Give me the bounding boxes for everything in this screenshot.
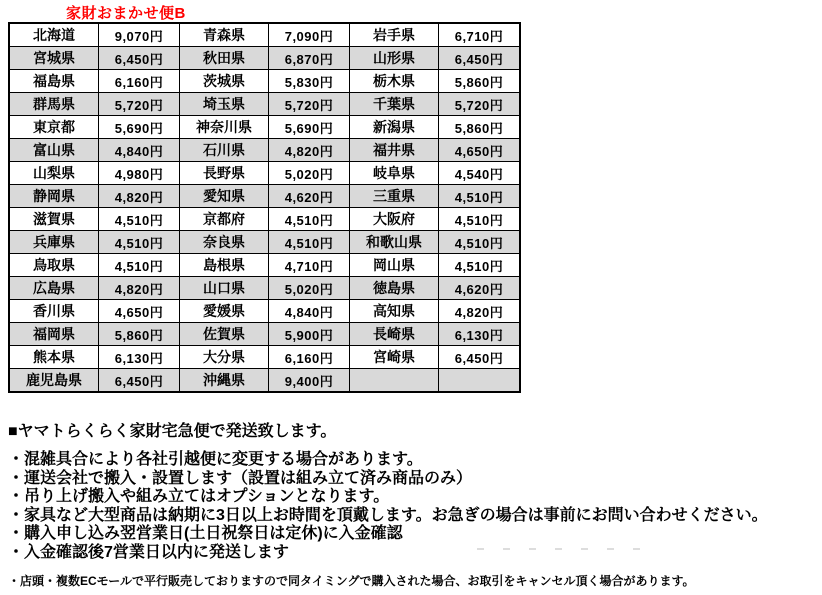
price-cell: 4,510円: [99, 208, 180, 231]
prefecture-cell: 神奈川県: [180, 116, 269, 139]
prefecture-cell: 香川県: [9, 300, 99, 323]
shipping-notes: [8, 418, 818, 589]
price-cell: 5,860円: [99, 323, 180, 346]
price-cell: 4,620円: [269, 185, 350, 208]
price-cell: 6,130円: [99, 346, 180, 369]
prefecture-cell: 大阪府: [350, 208, 439, 231]
shipping-note-item: ・購入申し込み翌営業日(土日祝祭日は定休)に入金確認: [8, 525, 403, 543]
price-cell: 4,820円: [269, 139, 350, 162]
prefecture-cell: 宮崎県: [350, 346, 439, 369]
price-cell: 4,510円: [439, 185, 521, 208]
price-cell: 4,510円: [99, 254, 180, 277]
prefecture-cell: 高知県: [350, 300, 439, 323]
price-cell: 4,620円: [439, 277, 521, 300]
price-cell: 6,160円: [99, 70, 180, 93]
table-row: [9, 93, 520, 116]
prefecture-cell: 埼玉県: [180, 93, 269, 116]
prefecture-cell: 福井県: [350, 139, 439, 162]
price-cell: 6,450円: [99, 47, 180, 70]
prefecture-cell: 長崎県: [350, 323, 439, 346]
prefecture-cell: 富山県: [9, 139, 99, 162]
prefecture-cell: 大分県: [180, 346, 269, 369]
prefecture-cell: 青森県: [180, 23, 269, 47]
price-cell: 4,540円: [439, 162, 521, 185]
table-row: [9, 139, 520, 162]
shipping-notes-list: [8, 451, 818, 563]
prefecture-cell: 千葉県: [350, 93, 439, 116]
prefecture-cell: 鹿児島県: [9, 369, 99, 393]
prefecture-cell: 和歌山県: [350, 231, 439, 254]
prefecture-cell: 栃木県: [350, 70, 439, 93]
price-cell: 9,400円: [269, 369, 350, 393]
prefecture-cell: 群馬県: [9, 93, 99, 116]
table-row: [9, 346, 520, 369]
shipping-note-item: ・運送会社で搬入・設置します（設置は組み立て済み商品のみ）: [8, 469, 473, 487]
price-cell: 4,820円: [99, 185, 180, 208]
prefecture-cell: 東京都: [9, 116, 99, 139]
prefecture-cell: 島根県: [180, 254, 269, 277]
prefecture-cell: 佐賀県: [180, 323, 269, 346]
prefecture-cell: 山口県: [180, 277, 269, 300]
table-row: [9, 208, 520, 231]
price-cell: 7,090円: [269, 23, 350, 47]
price-cell: 4,820円: [99, 277, 180, 300]
price-cell: 4,710円: [269, 254, 350, 277]
table-row: [9, 47, 520, 70]
prefecture-cell: 熊本県: [9, 346, 99, 369]
prefecture-cell: 宮城県: [9, 47, 99, 70]
price-cell: 6,870円: [269, 47, 350, 70]
table-row: [9, 323, 520, 346]
price-cell: 6,450円: [99, 369, 180, 393]
price-cell: 5,860円: [439, 70, 521, 93]
prefecture-cell: 静岡県: [9, 185, 99, 208]
prefecture-cell: 三重県: [350, 185, 439, 208]
shipping-note-item: ・家具など大型商品は納期に3日以上お時間を頂戴します。お急ぎの場合は事前にお問い合わせください。: [8, 506, 768, 524]
prefecture-cell: 奈良県: [180, 231, 269, 254]
shipping-note-item: ・混雑具合により各社引越便に変更する場合があります。: [8, 451, 423, 468]
prefecture-cell: [350, 369, 439, 393]
table-row: [9, 277, 520, 300]
price-cell: 4,510円: [439, 254, 521, 277]
shipping-note-item: ・吊り上げ搬入や組み立てはオプションとなります。: [8, 488, 390, 506]
price-cell: 5,720円: [439, 93, 521, 116]
price-cell: 5,860円: [439, 116, 521, 139]
price-cell: 4,820円: [439, 300, 521, 323]
price-cell: 4,980円: [99, 162, 180, 185]
prefecture-cell: 鳥取県: [9, 254, 99, 277]
prefecture-cell: 石川県: [180, 139, 269, 162]
prefecture-cell: 長野県: [180, 162, 269, 185]
price-cell: 6,710円: [439, 23, 521, 47]
price-cell: 5,720円: [269, 93, 350, 116]
prefecture-cell: 茨城県: [180, 70, 269, 93]
faint-artifact-dashes: [477, 548, 642, 550]
price-cell: 9,070円: [99, 23, 180, 47]
prefecture-cell: 岩手県: [350, 23, 439, 47]
prefecture-cell: 岡山県: [350, 254, 439, 277]
prefecture-cell: 北海道: [9, 23, 99, 47]
price-cell: 4,510円: [439, 208, 521, 231]
shipping-fee-table-body: [9, 23, 520, 392]
prefecture-cell: 岐阜県: [350, 162, 439, 185]
shipping-note-item: ・入金確認後7営業日以内に発送します: [8, 543, 289, 561]
fine-print-note: ・店頭・複数ECモールで平行販売しておりますので同タイミングで購入された場合、お取引をキャンセル頂く場合があります。: [8, 573, 695, 588]
prefecture-cell: 愛媛県: [180, 300, 269, 323]
prefecture-cell: 愛知県: [180, 185, 269, 208]
price-cell: 6,160円: [269, 346, 350, 369]
price-cell: 6,450円: [439, 346, 521, 369]
price-cell: 6,130円: [439, 323, 521, 346]
shipping-notes-heading: ■ヤマトらくらく家財宅急便で発送致します。: [8, 423, 337, 440]
price-cell: 5,690円: [269, 116, 350, 139]
prefecture-cell: 滋賀県: [9, 208, 99, 231]
prefecture-cell: 徳島県: [350, 277, 439, 300]
prefecture-cell: 兵庫県: [9, 231, 99, 254]
price-cell: 4,840円: [269, 300, 350, 323]
price-cell: 4,840円: [99, 139, 180, 162]
price-cell: [439, 369, 521, 393]
prefecture-cell: 新潟県: [350, 116, 439, 139]
price-cell: 4,510円: [269, 208, 350, 231]
table-row: [9, 231, 520, 254]
price-cell: 6,450円: [439, 47, 521, 70]
prefecture-cell: 広島県: [9, 277, 99, 300]
table-row: [9, 300, 520, 323]
price-cell: 5,690円: [99, 116, 180, 139]
price-cell: 4,650円: [439, 139, 521, 162]
price-cell: 4,650円: [99, 300, 180, 323]
table-row: [9, 254, 520, 277]
price-cell: 5,720円: [99, 93, 180, 116]
prefecture-cell: 秋田県: [180, 47, 269, 70]
table-row: [9, 23, 520, 47]
prefecture-cell: 山形県: [350, 47, 439, 70]
table-row: [9, 185, 520, 208]
prefecture-cell: 沖縄県: [180, 369, 269, 393]
table-row: [9, 70, 520, 93]
price-cell: 4,510円: [269, 231, 350, 254]
price-cell: 5,830円: [269, 70, 350, 93]
prefecture-cell: 福島県: [9, 70, 99, 93]
table-title: 家財おまかせ便B: [66, 5, 186, 22]
price-cell: 4,510円: [439, 231, 521, 254]
table-row: [9, 116, 520, 139]
price-cell: 5,020円: [269, 162, 350, 185]
prefecture-cell: 福岡県: [9, 323, 99, 346]
prefecture-cell: 京都府: [180, 208, 269, 231]
prefecture-cell: 山梨県: [9, 162, 99, 185]
price-cell: 5,020円: [269, 277, 350, 300]
shipping-fee-table: [8, 22, 521, 393]
price-cell: 5,900円: [269, 323, 350, 346]
price-cell: 4,510円: [99, 231, 180, 254]
table-row: [9, 162, 520, 185]
table-row: [9, 369, 520, 393]
